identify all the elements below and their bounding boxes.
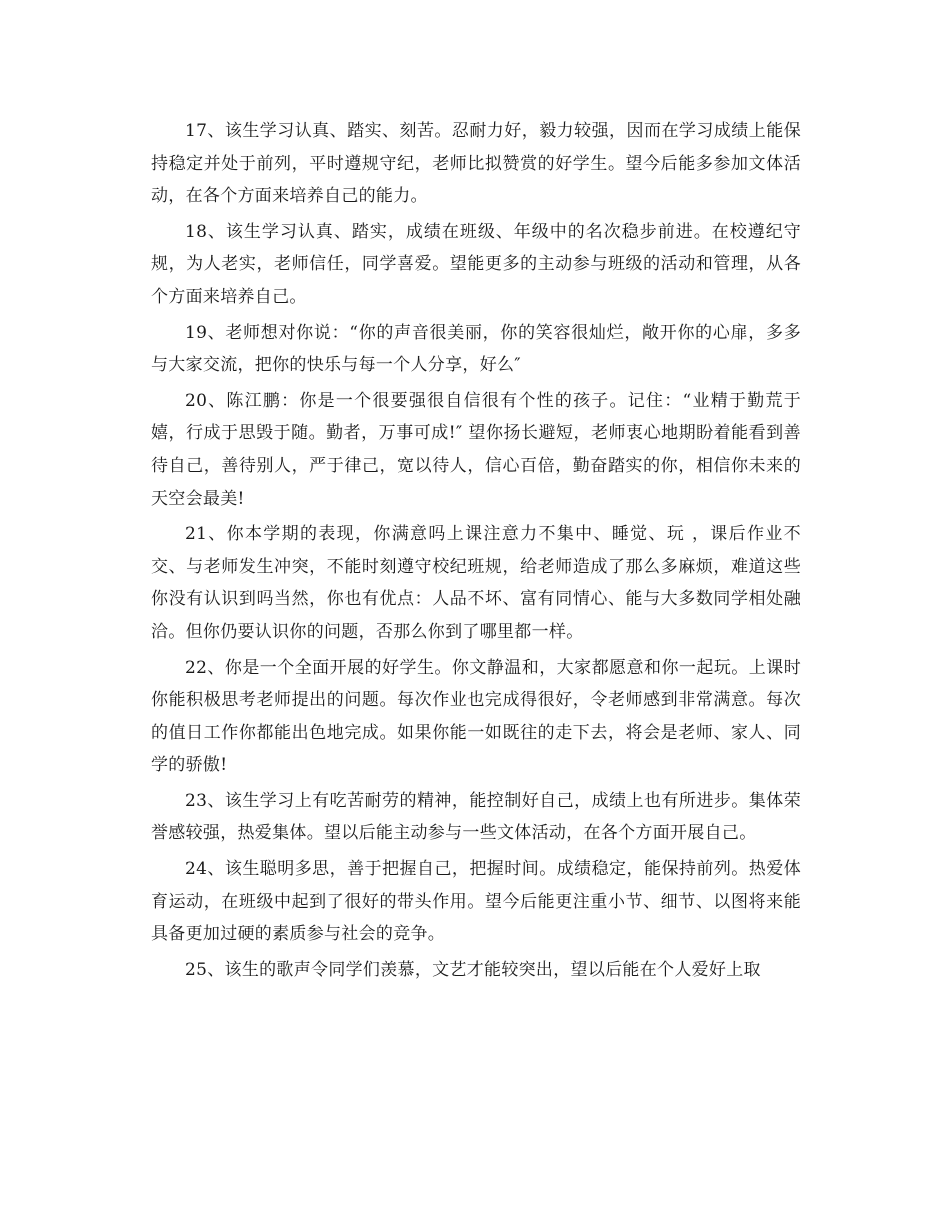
comment-paragraph-23: 23、该生学习上有吃苦耐劳的精神，能控制好自己，成绩上也有所进步。集体荣誉感较强，热爱集体。望以后能主动参与一些文体活动，在各个方面开展自己。 <box>151 790 801 844</box>
comment-paragraph-25: 25、该生的歌声令同学们羡慕，文艺才能较突出，望以后能在个人爱好上取 <box>185 959 761 980</box>
comment-paragraph-19: 19、老师想对你说：“你的声音很美丽，你的笑容很灿烂，敞开你的心扉，多多与大家交流，把你的快乐与每一个人分享，好么″ <box>151 322 801 376</box>
comment-paragraph-24: 24、该生聪明多思，善于把握自己，把握时间。成绩稳定，能保持前列。热爱体育运动，在班级中起到了很好的带头作用。望今后能更注重小节、细节、以图将来能具备更加过硬的素质参与社会的竞争。 <box>151 859 801 945</box>
comment-paragraph-17: 17、该生学习认真、踏实、刻苦。忍耐力好，毅力较强，因而在学习成绩上能保持稳定并处于前列，平时遵规守纪，老师比拟赞赏的好学生。望今后能多参加文体活动，在各个方面来培养自己的能力。 <box>151 121 801 207</box>
comment-paragraph-21: 21、你本学期的表现，你满意吗上课注意力不集中、睡觉、玩 ，课后作业不交、与老师发生冲突，不能时刻遵守校纪班规，给老师造成了那么多麻烦，难道这些你没有认识到吗当然，你也有优点：人品不坏、富有同情心、能与大多数同学相处融洽。但你仍要认识你的问题，否那么你到了哪里都一样。 <box>151 524 801 642</box>
comment-paragraph-22: 22、你是一个全面开展的好学生。你文静温和，大家都愿意和你一起玩。上课时你能积极思考老师提出的问题。每次作业也完成得很好，令老师感到非常满意。每次的值日工作你都能出色地完成。如果你能一如既往的走下去，将会是老师、家人、同学的骄傲! <box>151 657 801 776</box>
comment-paragraph-20: 20、陈江鹏：你是一个很要强很自信很有个性的孩子。记住：“业精于勤荒于嬉，行成于思毁于随。勤者，万事可成!″ 望你扬长避短，老师衷心地期盼着能看到善待自己，善待别人，严于律己，宽以待人，信心百倍，勤奋踏实的你，相信你未来的天空会最美! <box>151 390 801 509</box>
document-body <box>151 115 801 989</box>
comment-paragraph-18: 18、该生学习认真、踏实，成绩在班级、年级中的名次稳步前进。在校遵纪守规，为人老实，老师信任，同学喜爱。望能更多的主动参与班级的活动和管理，从各个方面来培养自己。 <box>151 221 801 307</box>
